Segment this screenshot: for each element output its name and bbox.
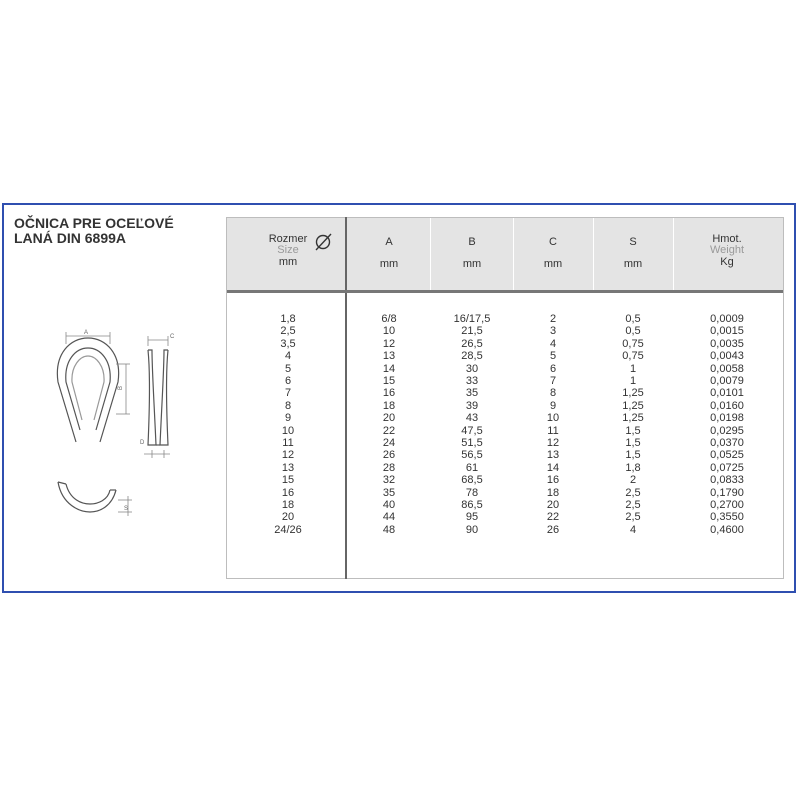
- table-cell: 1,25: [622, 387, 644, 400]
- table-cell: 9: [549, 399, 557, 412]
- table-cell: 1: [629, 375, 637, 387]
- table-cell: 9: [284, 412, 292, 425]
- table-cell: 13: [281, 461, 295, 474]
- table-cell: 28: [382, 461, 396, 474]
- dim-label-d: D: [140, 440, 145, 446]
- table-cell: 13: [546, 449, 560, 462]
- header-unit: mm: [278, 256, 298, 268]
- header-label: C: [549, 236, 557, 248]
- table-cell: 12: [546, 437, 560, 449]
- column-divider: [345, 217, 347, 579]
- dim-label-a: A: [84, 330, 89, 336]
- table-cell: 10: [281, 424, 295, 437]
- table-cell: 2: [549, 313, 557, 325]
- table-cell: 16: [546, 474, 560, 487]
- table-cell: 28,5: [461, 350, 483, 363]
- table-cell: 1,8: [280, 313, 296, 325]
- table-cell: 51,5: [461, 437, 483, 449]
- table-cell: 44: [382, 511, 396, 524]
- table-cell: 3: [549, 325, 557, 338]
- header-unit: mm: [462, 258, 482, 270]
- table-cell: 15: [382, 375, 396, 387]
- header-label: Rozmer: [268, 233, 308, 245]
- table-cell: 39: [465, 399, 479, 412]
- table-cell: 68,5: [461, 474, 483, 487]
- table-cell: 35: [382, 486, 396, 499]
- dim-label-b: B: [118, 385, 124, 390]
- table-cell: 22: [546, 511, 560, 524]
- table-cell: 18: [281, 499, 295, 511]
- table-cell: 0,0160: [710, 399, 744, 412]
- table-cell: 0,0035: [710, 337, 744, 350]
- table-cell: 7: [549, 375, 557, 387]
- header-label: B: [468, 236, 476, 248]
- table-cell: 56,5: [461, 449, 483, 462]
- table-cell: 78: [465, 486, 479, 499]
- table-cell: 20: [281, 511, 295, 524]
- table-cell: 0,75: [622, 350, 644, 363]
- table-cell: 16/17,5: [453, 313, 491, 325]
- table-cell: 0,0058: [710, 362, 744, 375]
- column-header: [687, 233, 767, 268]
- table-cell: 26,5: [461, 337, 483, 350]
- table-cell: 13: [382, 350, 396, 363]
- title-line-2: LANÁ DIN 6899A: [14, 230, 127, 246]
- header-unit: mm: [543, 258, 563, 270]
- diameter-icon: [314, 232, 334, 252]
- title-line-1: OČNICA PRE OCEĽOVÉ: [14, 215, 174, 231]
- table-cell: 6/8: [381, 313, 397, 325]
- table-cell: 48: [382, 523, 396, 536]
- thimble-front-view: [57, 338, 118, 442]
- table-cell: 24/26: [274, 523, 302, 536]
- table-cell: 2,5: [280, 325, 296, 338]
- column-header: [432, 236, 512, 270]
- table-cell: 12: [281, 449, 295, 462]
- table-cell: 4: [284, 350, 292, 363]
- table-cell: 47,5: [461, 424, 483, 437]
- table-cell: 0,0370: [710, 437, 744, 449]
- table-cell: 1,5: [625, 424, 641, 437]
- table-cell: 24: [382, 437, 396, 449]
- table-cell: 6: [284, 375, 292, 387]
- table-cell: 0,0295: [710, 424, 744, 437]
- table-cell: 0,75: [622, 337, 644, 350]
- table-cell: 0,0043: [710, 350, 744, 363]
- table-cell: 20: [546, 499, 560, 511]
- header-unit: mm: [379, 258, 399, 270]
- table-cell: 1: [629, 362, 637, 375]
- table-cell: 5: [549, 350, 557, 363]
- page-title: [14, 216, 224, 246]
- table-cell: 22: [382, 424, 396, 437]
- thimble-cross-section: [58, 482, 116, 512]
- header-label: Hmot.: [712, 233, 742, 245]
- table-cell: 18: [546, 486, 560, 499]
- table-cell: 8: [549, 387, 557, 400]
- header-separator: [227, 290, 783, 293]
- header-label: A: [385, 236, 393, 248]
- header-sublabel: Weight: [709, 244, 745, 256]
- table-cell: 6: [549, 362, 557, 375]
- column-header: [513, 236, 593, 270]
- table-cell: 3,5: [280, 337, 296, 350]
- table-cell: 61: [465, 461, 479, 474]
- table-cell: 0,0725: [710, 461, 744, 474]
- table-cell: 5: [284, 362, 292, 375]
- table-cell: 2: [629, 474, 637, 487]
- table-cell: 1,5: [625, 437, 641, 449]
- table-cell: 7: [284, 387, 292, 400]
- table-cell: 21,5: [461, 325, 483, 338]
- table-cell: 0,4600: [710, 523, 744, 536]
- table-cell: 1,5: [625, 449, 641, 462]
- table-cell: 16: [382, 387, 396, 400]
- table-cell: 8: [284, 399, 292, 412]
- table-cell: 20: [382, 412, 396, 425]
- table-cell: 90: [465, 523, 479, 536]
- table-cell: 10: [382, 325, 396, 338]
- table-cell: 0,0525: [710, 449, 744, 462]
- table-cell: 14: [546, 461, 560, 474]
- table-cell: 0,1790: [710, 486, 744, 499]
- table-cell: 18: [382, 399, 396, 412]
- table-cell: 95: [465, 511, 479, 524]
- table-cell: 14: [382, 362, 396, 375]
- thimble-diagram: [40, 320, 190, 540]
- table-cell: 16: [281, 486, 295, 499]
- table-cell: 86,5: [461, 499, 483, 511]
- thimble-side-view: [148, 350, 168, 445]
- table-cell: 2,5: [625, 499, 641, 511]
- table-cell: 11: [282, 437, 294, 449]
- table-cell: 1,8: [625, 461, 641, 474]
- table-cell: 12: [382, 337, 396, 350]
- table-cell: 0,0101: [710, 387, 744, 400]
- table-cell: 0,5: [625, 325, 641, 338]
- header-unit: mm: [623, 258, 643, 270]
- header-sublabel: Size: [277, 244, 299, 256]
- table-cell: 43: [465, 412, 479, 425]
- table-cell: 0,5: [625, 313, 641, 325]
- table-cell: 15: [281, 474, 295, 487]
- dim-label-c: C: [170, 334, 175, 340]
- table-cell: 10: [546, 412, 560, 425]
- table-cell: 4: [549, 337, 557, 350]
- column-header: [349, 236, 429, 270]
- table-cell: 1,25: [622, 412, 644, 425]
- table-cell: 2,5: [625, 511, 641, 524]
- table-cell: 1,25: [622, 399, 644, 412]
- table-cell: 0,0015: [710, 325, 744, 338]
- table-cell: 2,5: [625, 486, 641, 499]
- header-unit: Kg: [720, 256, 734, 268]
- table-cell: 0,0198: [710, 412, 744, 425]
- table-cell: 11: [547, 424, 559, 437]
- table-cell: 0,0079: [710, 375, 744, 387]
- header-label: S: [629, 236, 637, 248]
- table-cell: 35: [465, 387, 479, 400]
- table-cell: 26: [546, 523, 560, 536]
- table-cell: 32: [382, 474, 396, 487]
- table-cell: 4: [629, 523, 637, 536]
- table-cell: 40: [382, 499, 396, 511]
- table-cell: 0,2700: [710, 499, 744, 511]
- dim-label-s: S: [124, 506, 129, 512]
- table-cell: 0,3550: [710, 511, 744, 524]
- table-cell: 33: [465, 375, 479, 387]
- table-cell: 30: [465, 362, 479, 375]
- table-cell: 0,0833: [710, 474, 744, 487]
- table-cell: 26: [382, 449, 396, 462]
- table-cell: 0,0009: [710, 313, 744, 325]
- column-header: [593, 236, 673, 270]
